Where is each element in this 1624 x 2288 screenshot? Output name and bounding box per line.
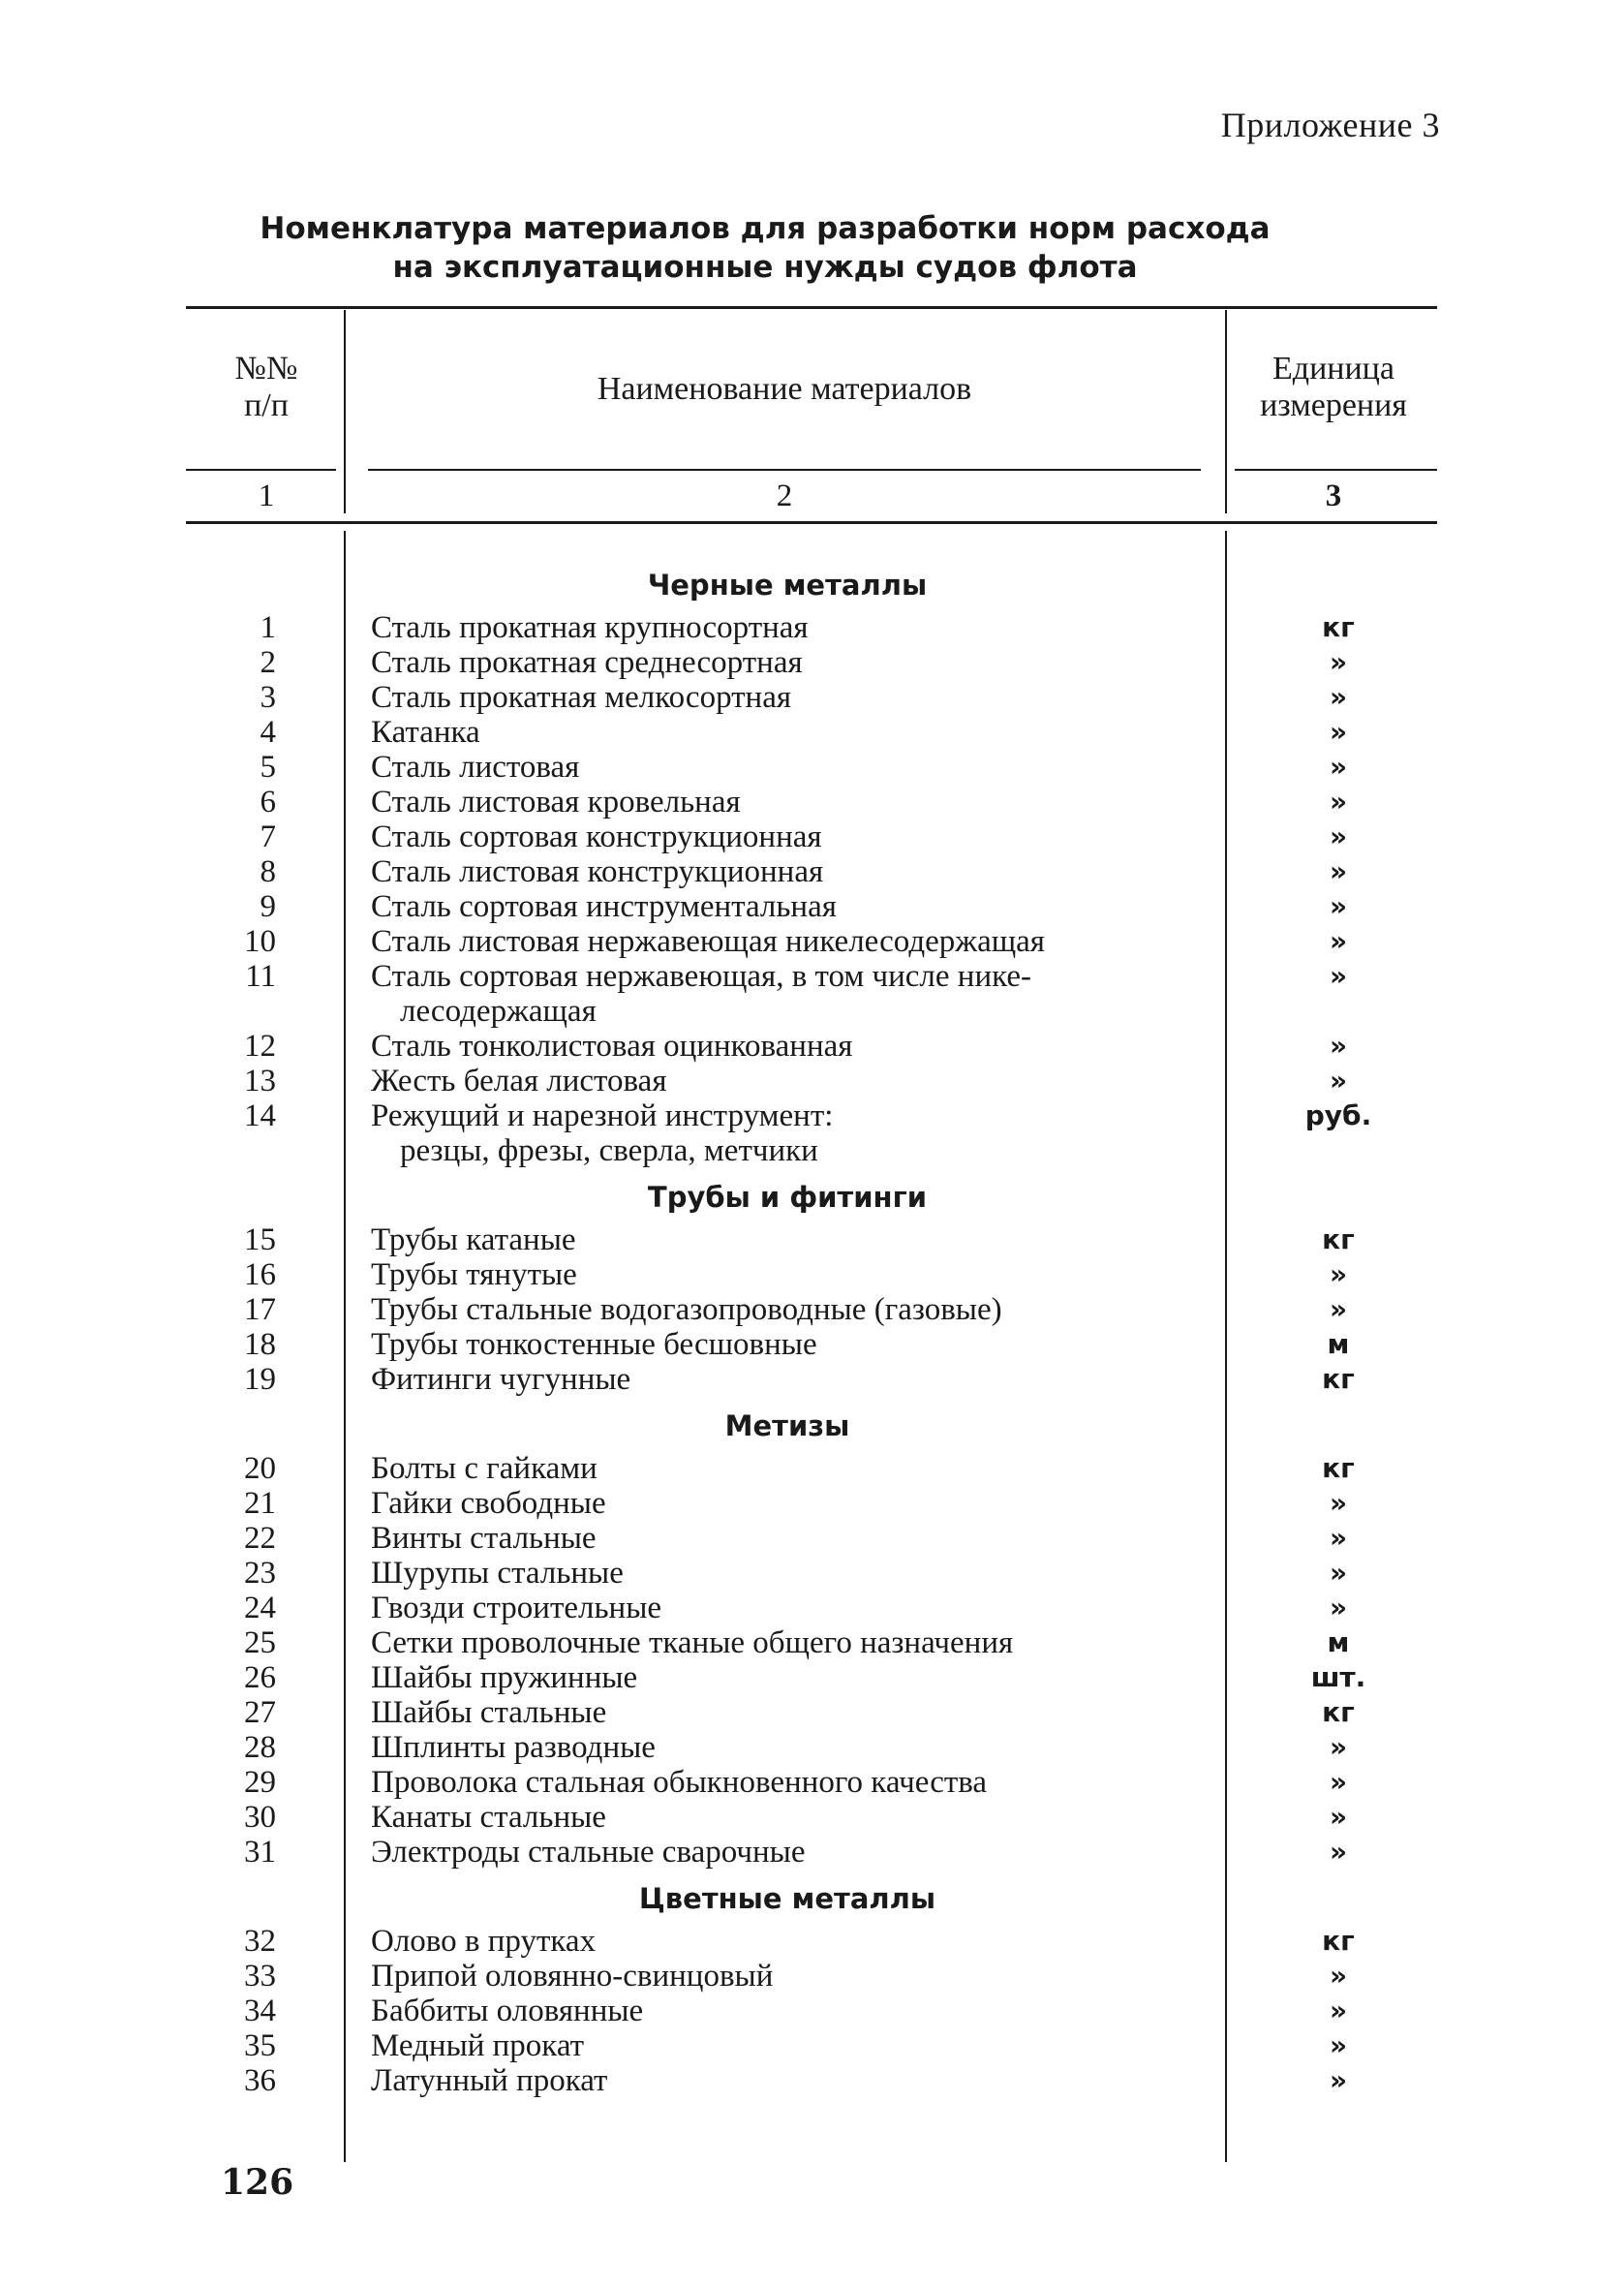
table-row (0, 1257, 1624, 1292)
material-name: Сталь сортовая конструкционная (371, 819, 822, 854)
unit-of-measure: » (1329, 2029, 1348, 2061)
table-row (0, 889, 1624, 924)
material-name: Медный прокат (371, 2028, 585, 2063)
unit-of-measure: » (1329, 1522, 1348, 1554)
material-name: Шайбы пружинные (371, 1660, 638, 1695)
unit-of-measure: м (1327, 1626, 1350, 1658)
column-number-2: 2 (776, 479, 793, 513)
table-row (0, 610, 1624, 645)
table-top-rule (186, 306, 1437, 309)
unit-of-measure: руб. (1304, 1099, 1372, 1131)
material-name: Сталь сортовая инструментальная (371, 889, 837, 924)
material-name: Сталь тонколистовая оцинкованная (371, 1029, 853, 1064)
row-number: 11 (245, 959, 276, 994)
unit-of-measure: » (1329, 925, 1348, 957)
unit-of-measure: » (1329, 1836, 1348, 1868)
material-name: Трубы тянутые (371, 1257, 577, 1292)
table-row (0, 854, 1624, 889)
unit-of-measure: » (1329, 1592, 1348, 1623)
row-number: 15 (244, 1222, 276, 1257)
row-number: 25 (244, 1625, 276, 1660)
material-name: Сетки проволочные тканые общего назначения (371, 1625, 1014, 1660)
row-number: 29 (244, 1765, 276, 1800)
material-name: Сталь листовая конструкционная (371, 854, 824, 889)
unit-of-measure: » (1329, 1065, 1348, 1097)
row-number: 5 (260, 750, 276, 785)
row-number: 35 (244, 2028, 276, 2063)
section-title: Трубы и фитинги (647, 1181, 928, 1214)
table-row (0, 785, 1624, 819)
row-number: 33 (244, 1959, 276, 1994)
unit-of-measure: » (1329, 1960, 1348, 1992)
row-number: 22 (244, 1521, 276, 1556)
table-row (0, 645, 1624, 680)
material-name: Катанка (371, 715, 480, 750)
material-name: Фитинги чугунные (371, 1362, 631, 1397)
row-number: 34 (244, 1994, 276, 2028)
row-number: 20 (244, 1451, 276, 1486)
header-mid-rule-3 (1235, 469, 1437, 471)
material-name: Винты стальные (371, 1521, 597, 1556)
material-name: Трубы катаные (371, 1222, 576, 1257)
material-name: Латунный прокат (371, 2063, 608, 2098)
unit-of-measure: » (1329, 786, 1348, 818)
unit-of-measure: » (1329, 1487, 1348, 1519)
table-row (0, 2028, 1624, 2063)
table-body (0, 556, 1624, 2098)
material-name: Трубы тонкостенные бесшовные (371, 1327, 817, 1362)
row-number: 8 (260, 854, 276, 889)
table-row (0, 715, 1624, 750)
section-heading (0, 1172, 1624, 1222)
table-row (0, 1695, 1624, 1730)
row-number: 7 (260, 819, 276, 854)
table-row (0, 1730, 1624, 1765)
unit-of-measure: » (1329, 1557, 1348, 1589)
section-heading (0, 1401, 1624, 1451)
table-row (0, 1591, 1624, 1625)
material-name-continuation: резцы, фрезы, сверла, метчики (400, 1133, 818, 1168)
table-row (0, 1959, 1624, 1994)
row-number: 36 (244, 2063, 276, 2098)
row-number: 21 (244, 1486, 276, 1521)
table-row (0, 1800, 1624, 1835)
row-number: 32 (244, 1924, 276, 1959)
header-bottom-rule (186, 521, 1437, 524)
row-number: 9 (260, 889, 276, 924)
row-number: 17 (244, 1292, 276, 1327)
table-row (0, 1994, 1624, 2028)
table-row (0, 1765, 1624, 1800)
unit-of-measure: » (1329, 820, 1348, 852)
table-row (0, 1029, 1624, 1064)
table-row (0, 924, 1624, 959)
unit-of-measure: » (1329, 1258, 1348, 1290)
document-title (194, 209, 1336, 287)
row-number: 6 (260, 785, 276, 819)
unit-of-measure: » (1329, 1766, 1348, 1798)
material-name: Сталь сортовая нержавеющая, в том числе нике- (371, 959, 1031, 994)
page-number: 126 (221, 2162, 294, 2203)
unit-of-measure: м (1327, 1328, 1350, 1360)
material-name: Сталь прокатная среднесортная (371, 645, 803, 680)
unit-of-measure: кг (1322, 611, 1355, 643)
section-title: Цветные металлы (638, 1882, 936, 1915)
section-title: Черные металлы (647, 569, 928, 602)
table-row (0, 1521, 1624, 1556)
appendix-label: Приложение 3 (1220, 106, 1440, 144)
table-row (0, 1625, 1624, 1660)
row-number: 18 (244, 1327, 276, 1362)
unit-of-measure: кг (1322, 1696, 1355, 1728)
unit-of-measure: кг (1322, 1452, 1355, 1484)
table-row (0, 1451, 1624, 1486)
table-row (0, 959, 1624, 994)
column-number-3: 3 (1325, 479, 1342, 513)
material-name: Жесть белая листовая (371, 1064, 667, 1098)
unit-of-measure: » (1329, 646, 1348, 678)
section-heading (0, 560, 1624, 610)
material-name: Трубы стальные водогазопроводные (газовые) (371, 1292, 1002, 1327)
table-row (0, 1835, 1624, 1870)
unit-of-measure: кг (1322, 1223, 1355, 1255)
row-number: 3 (260, 680, 276, 715)
section-heading (0, 1873, 1624, 1924)
unit-of-measure: » (1329, 716, 1348, 748)
material-name: Баббиты оловянные (371, 1994, 644, 2028)
row-number: 13 (244, 1064, 276, 1098)
header-col-name: Наименование материалов (597, 371, 972, 407)
material-name: Болты с гайками (371, 1451, 598, 1486)
header-col-unit: Единица измерения (1260, 351, 1407, 423)
unit-of-measure: » (1329, 960, 1348, 992)
unit-of-measure: кг (1322, 1925, 1355, 1957)
row-number: 23 (244, 1556, 276, 1591)
unit-of-measure: » (1329, 2064, 1348, 2096)
table-row-continuation (0, 994, 1624, 1029)
material-name: Сталь прокатная крупносортная (371, 610, 809, 645)
material-name: Припой оловянно-свинцовый (371, 1959, 774, 1994)
table-row (0, 819, 1624, 854)
row-number: 26 (244, 1660, 276, 1695)
row-number: 28 (244, 1730, 276, 1765)
table-row (0, 750, 1624, 785)
material-name: Гайки свободные (371, 1486, 606, 1521)
material-name: Проволока стальная обыкновенного качества (371, 1765, 988, 1800)
table-row (0, 1222, 1624, 1257)
unit-of-measure: » (1329, 855, 1348, 887)
table-row (0, 1556, 1624, 1591)
material-name: Электроды стальные сварочные (371, 1835, 806, 1870)
table-row (0, 680, 1624, 715)
unit-of-measure: » (1329, 890, 1348, 922)
unit-of-measure: кг (1322, 1363, 1355, 1395)
table-row (0, 1098, 1624, 1133)
unit-of-measure: » (1329, 1293, 1348, 1325)
table-row (0, 1660, 1624, 1695)
material-name: Сталь листовая (371, 750, 580, 785)
table-row (0, 1924, 1624, 1959)
row-number: 10 (244, 924, 276, 959)
section-title: Метизы (724, 1409, 850, 1442)
row-number: 12 (244, 1029, 276, 1064)
title-line-1: Номенклатура материалов для разработки норм расхода (260, 211, 1271, 246)
row-number: 24 (244, 1591, 276, 1625)
row-number: 30 (244, 1800, 276, 1835)
row-number: 19 (244, 1362, 276, 1397)
material-name: Гвозди строительные (371, 1591, 662, 1625)
row-number: 4 (260, 715, 276, 750)
header-divider-right (1225, 310, 1227, 513)
material-name: Олово в прутках (371, 1924, 597, 1959)
row-number: 31 (244, 1835, 276, 1870)
header-divider-left (344, 310, 346, 513)
material-name: Шайбы стальные (371, 1695, 607, 1730)
unit-of-measure: » (1329, 681, 1348, 713)
header-mid-rule-1 (186, 469, 336, 471)
row-number: 14 (244, 1098, 276, 1133)
row-number: 1 (260, 610, 276, 645)
material-name-continuation: лесодержащая (400, 994, 597, 1029)
material-name: Канаты стальные (371, 1800, 606, 1835)
table-row (0, 1064, 1624, 1098)
column-number-1: 1 (258, 479, 275, 513)
material-name: Шплинты разводные (371, 1730, 656, 1765)
table-row-continuation (0, 1133, 1624, 1168)
title-line-2: на эксплуатационные нужды судов флота (392, 250, 1138, 285)
header-mid-rule-2 (368, 469, 1201, 471)
material-name: Режущий и нарезной инструмент: (371, 1098, 834, 1133)
table-row (0, 1362, 1624, 1397)
unit-of-measure: » (1329, 751, 1348, 783)
table-row (0, 1486, 1624, 1521)
material-name: Сталь листовая нержавеющая никелесодержащая (371, 924, 1045, 959)
header-col-number: №№ п/п (234, 351, 298, 423)
row-number: 16 (244, 1257, 276, 1292)
row-number: 27 (244, 1695, 276, 1730)
material-name: Сталь листовая кровельная (371, 785, 741, 819)
row-number: 2 (260, 645, 276, 680)
material-name: Сталь прокатная мелкосортная (371, 680, 792, 715)
unit-of-measure: » (1329, 1731, 1348, 1763)
unit-of-measure: » (1329, 1030, 1348, 1062)
unit-of-measure: » (1329, 1994, 1348, 2026)
unit-of-measure: » (1329, 1801, 1348, 1833)
table-row (0, 2063, 1624, 2098)
material-name: Шурупы стальные (371, 1556, 624, 1591)
unit-of-measure: шт. (1310, 1661, 1366, 1693)
table-row (0, 1292, 1624, 1327)
table-row (0, 1327, 1624, 1362)
